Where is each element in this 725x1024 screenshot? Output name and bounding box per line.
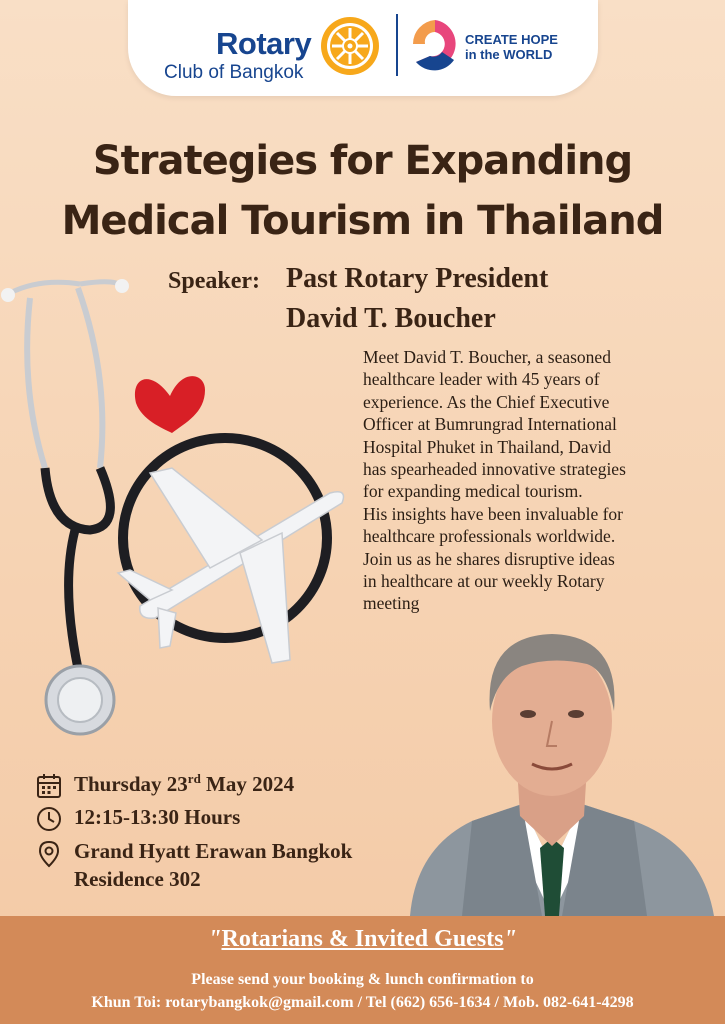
create-hope-slogan: CREATE HOPE in the WORLD [465,32,558,62]
club-name: Club of Bangkok [164,62,304,83]
bio-line: in healthcare at our weekly Rotary [363,571,605,592]
bio-line: has spearheaded innovative strategies [363,459,626,480]
footer-banner [0,916,725,1024]
event-time: 12:15-13:30 Hours [74,805,241,829]
event-date: Thursday 23rd May 2024 [74,771,295,796]
clock-icon [36,806,62,832]
speaker-label: Speaker: [168,268,260,294]
bio-line: Meet David T. Boucher, a seasoned [363,347,611,367]
calendar-icon [36,773,62,799]
contact-info: Khun Toi: rotarybangkok@gmail.com / Tel (662) 656-1634 / Mob. 082-641-4298 [91,994,634,1011]
speaker-name: David T. Boucher [286,303,496,334]
booking-instructions: Please send your booking & lunch confirmation to [191,971,534,988]
rotary-wordmark: Rotary [216,26,312,61]
logo-divider [396,14,398,76]
bio-line: for expanding medical tourism. [363,481,583,502]
event-room: Residence 302 [74,867,201,891]
logo-bar [128,0,598,96]
page-title-line1: Strategies for Expanding [92,138,633,184]
speaker-photo [402,616,716,918]
event-venue: Grand Hyatt Erawan Bangkok [74,839,353,863]
bio-line: healthcare leader with 45 years of [363,369,600,390]
speaker-bio [363,346,708,615]
stethoscope-airplane-illustration [0,268,360,738]
rotary-wheel-icon [318,14,382,78]
page-title-line2: Medical Tourism in Thailand [61,198,664,244]
location-pin-icon [36,840,62,868]
bio-line: His insights have been invaluable for [363,503,624,524]
speaker-title: Past Rotary President [286,263,549,294]
audience-label: "Rotarians & Invited Guests" [208,926,517,952]
bio-line: experience. As the Chief Executive [363,391,610,412]
bio-line: healthcare professionals worldwide. [363,526,616,547]
bio-line: Officer at Bumrungrad International [363,414,617,435]
bio-line: meeting [363,593,420,614]
bio-line: Hospital Phuket in Thailand, David [363,436,612,457]
create-hope-logo-icon [408,16,462,76]
bio-line: Join us as he shares disruptive ideas [363,548,615,569]
